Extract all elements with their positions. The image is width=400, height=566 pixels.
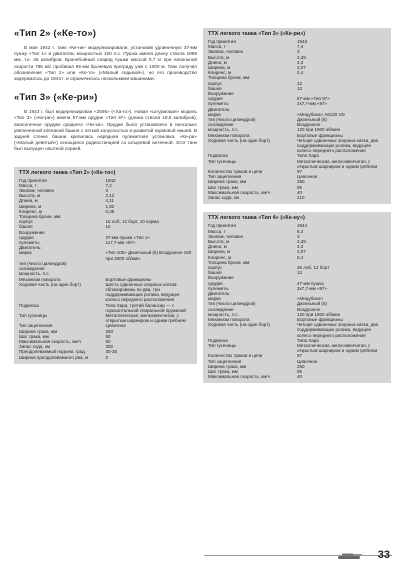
spec-key: Максимальная скорость, км/ч xyxy=(208,374,270,380)
spec-value: 25 лоб, 12 борт xyxy=(297,264,330,270)
spec-value: Металлическая, мелкозвенчатая, с открытым шарниром и одним гребнем xyxy=(105,312,186,324)
spec-value: Воздушное xyxy=(297,306,321,312)
spec-rows xyxy=(208,39,386,200)
spec-value: 2,28 xyxy=(297,54,306,60)
spec-key: Максимальная скорость, км/ч xyxy=(19,338,81,344)
spec-row xyxy=(19,282,192,303)
spec-key: корпус xyxy=(208,264,222,270)
spec-value: 1944 xyxy=(297,223,308,229)
spec-value: 1942 xyxy=(105,177,116,183)
spec-value: 95 xyxy=(297,184,303,190)
spec-value: 16 лоб, 12 борт, 10 корма xyxy=(105,219,159,225)
spec-value: 250 xyxy=(297,363,305,369)
spec-value: 2,07 xyxy=(297,65,306,71)
spec-key: орудие xyxy=(208,96,223,102)
spec-key: Высота, м xyxy=(208,54,230,60)
spec-row xyxy=(208,343,386,353)
spec-key: Вооружение xyxy=(208,91,234,97)
spec-table-title: ТТХ легкого танка «Тип 2» («Ке-то») xyxy=(19,169,116,176)
spec-value: 16 xyxy=(105,224,111,230)
spec-key: Вооружение xyxy=(208,275,234,281)
spec-value: Цевочное xyxy=(297,174,318,180)
spec-key: Ширина, м xyxy=(208,249,231,255)
spec-key: Ширина, м xyxy=(208,65,231,71)
spec-value: Бортовые фрикционы xyxy=(105,276,152,282)
spec-value: 7,4 xyxy=(297,44,304,50)
spec-key: Масса, т xyxy=(208,228,226,234)
spec-table-title: ТТХ легкого танка «Тип 4» («Ке-ну») xyxy=(208,215,305,222)
spec-row xyxy=(19,313,192,323)
spec-value: 120 при 1800 об/мин xyxy=(297,127,341,133)
spec-value: Четыре сдвоенных опорных катка, два поддерживающих ролика, ведущее колесо переднего расположения xyxy=(297,322,379,338)
spec-value: Дизельный (6) xyxy=(297,301,327,307)
spec-key: Вооружение xyxy=(19,229,45,235)
spec-key: Максимальная скорость, км/ч xyxy=(208,189,270,195)
spec-value: 3 xyxy=(297,233,300,239)
spec-value: 37-мм пушка «Тип 1» xyxy=(105,234,150,240)
spec-key: Ходовая часть (на один борт) xyxy=(208,137,270,143)
spec-key: пулеметы xyxy=(208,285,229,291)
spec-key: Экипаж, человек xyxy=(208,233,243,239)
spec-value: 0,4 xyxy=(297,70,304,76)
spec-value: 3 xyxy=(105,188,109,194)
section-text-type3: В 1943 г. был модернизирован «2595» («Ха-го»). Новая «штурмовая» модель «Тип 3» («Ке-ри») имела 57-мм орудие «Тип 97» (длина ствола 18,5 калибров), аналогичное орудию среднего «Чи-ха». Орудие было установлено в несколько увеличенной клепаной башне с легкой конусностью и развитой кормовой нишей. В задней стенке башни крепилась нарядная пулеметная установка. «Ке-ри» («Малый девятый») оснащался радиостанцией со штыревой антенной. Этот танк был выпущен опытной серией. xyxy=(14,109,197,152)
spec-key: Ширина трака, мм xyxy=(208,179,247,185)
spec-key: охлаждение xyxy=(208,122,234,128)
spec-value: 120 при 1800 об/мин xyxy=(297,311,341,317)
page-number: 33 xyxy=(377,549,390,561)
spec-value: Цевочное xyxy=(105,323,126,329)
spec-key: Количество траков в цепи xyxy=(208,353,263,359)
spec-rows xyxy=(19,178,192,360)
spec-value: 4,11 xyxy=(105,198,114,204)
spec-key: Масса, т xyxy=(208,44,226,50)
spec-key: Толщина брони, мм: xyxy=(208,259,251,265)
spec-value: 4,3 xyxy=(297,244,304,250)
spec-key: Подвеска xyxy=(19,302,39,308)
spec-value: 97 xyxy=(297,353,303,359)
spec-key: Год принятия xyxy=(208,223,236,229)
spec-value: 7,2 xyxy=(105,182,112,188)
spec-value: «Тип 100» Дизельный (6) Воздушное 150 при 2000 об/мин xyxy=(105,250,192,261)
spec-value: 2х7,7-мм «97» xyxy=(297,285,327,291)
spec-key: Тип зацепления xyxy=(19,323,53,329)
spec-key: пулеметы xyxy=(19,240,40,246)
spec-key: мощность, л.с. xyxy=(208,311,239,317)
spec-key: Ширина преодолеваемого рва, м xyxy=(19,354,89,360)
spec-value: Типа Хара xyxy=(297,337,319,343)
spec-key: Тип гусеницы xyxy=(19,312,48,318)
spec-row xyxy=(208,138,386,154)
spec-value: 300 xyxy=(105,344,114,350)
spec-value: Воздушное xyxy=(297,122,321,128)
spec-value: Металлическая, мелкозвенчатая, с открытым шарниром и одним гребнем xyxy=(297,342,378,354)
spec-key: Экипаж, человек xyxy=(19,188,54,194)
spec-value: Бортовые фрикционы xyxy=(297,132,343,138)
spec-value: Шесть сдвоенных опорных катков сблокированы по два, три поддерживающих ролика, ведущее колесо переднего расположения xyxy=(105,281,180,303)
spec-key: Клиренс, м xyxy=(208,254,232,260)
spec-value: 30-35 xyxy=(105,349,118,355)
spec-value: 12 xyxy=(297,85,303,91)
spec-key: охлаждение xyxy=(19,266,45,272)
spec-key: Ходовая часть (на один борт) xyxy=(19,281,81,287)
spec-value: 3 xyxy=(297,49,300,55)
spec-row xyxy=(19,355,192,360)
spec-key: марка xyxy=(208,296,221,302)
spec-key: Клиренс, м xyxy=(19,208,43,214)
spec-value: 50 xyxy=(105,338,111,344)
spec-row xyxy=(208,374,386,379)
spec-value: 8,4 xyxy=(297,228,304,234)
spec-key: Тип зацепления xyxy=(208,174,242,180)
spec-key: тип (число цилиндров) xyxy=(19,260,67,266)
spec-key: Механизм поворота xyxy=(19,276,61,282)
spec-value: 12 xyxy=(297,270,303,276)
spec-key: Шаг трака, мм xyxy=(19,333,49,339)
spec-key: Запас хода, км xyxy=(19,344,50,350)
section-heading-type2: «Тип 2» («Ке-то») xyxy=(14,28,97,39)
spec-value: 47-мм пушка xyxy=(297,280,324,286)
spec-value: 57-мм «Тип 97» xyxy=(297,96,330,102)
spec-key: Толщина брони, мм: xyxy=(19,214,62,220)
spec-key: марка xyxy=(19,250,32,256)
spec-value: Цевочное xyxy=(297,358,318,364)
spec-value: 2,07 xyxy=(297,249,306,255)
spec-value: 250 xyxy=(105,328,114,334)
spec-value: 2,12 xyxy=(105,193,115,199)
spec-key: Тип зацепления xyxy=(208,358,242,364)
spec-key: Шаг трака, мм xyxy=(208,368,238,374)
spec-row xyxy=(19,250,192,260)
spec-value: «Мицубиси» А6120 VD xyxy=(297,111,345,117)
spec-key: марка xyxy=(208,111,221,117)
spec-value: 1х7,7-мм «97» xyxy=(105,240,136,246)
spec-key: Длина, м xyxy=(208,244,227,250)
spec-value: 4,3 xyxy=(297,59,304,65)
spec-row xyxy=(208,322,386,338)
spec-key: Год принятия xyxy=(208,39,236,44)
spec-key: Длина, м xyxy=(208,59,227,65)
spec-key: охлаждение xyxy=(208,306,234,312)
spec-row xyxy=(208,159,386,169)
spec-key: Год принятия xyxy=(19,177,47,183)
spec-key: Ширина трака, мм xyxy=(19,328,58,334)
spec-key: Экипаж, человек xyxy=(208,49,243,55)
spec-key: мощность, л.с. xyxy=(19,271,50,277)
section-text-type2: В мае 1942 г. танк «Ке-ни» модернизировали, установив удлиненную 37-мм пушку «Тип 1» и двигатель мощностью 150 л.с. Пушка имела длину ствола 1899 мм, т.е. 46 калибров. Бронебойный снаряд пушки массой 0,7 кг при начальной скорости 785 м/с пробивал 55-мм броневую преграду уже с 1000 м. Танк получил обозначение «Тип 2» или «Ке-то» («Малый седьмой»), но его производство задержалось до 1944 г. и ограничилось несколькими машинами. xyxy=(14,45,197,82)
spec-value: 1,82 xyxy=(105,203,115,209)
spec-key: Масса, т xyxy=(19,182,37,188)
spec-key: башня xyxy=(19,224,33,230)
spec-value: 95 xyxy=(297,368,303,374)
spec-value: 2х7,7-мм «97» xyxy=(297,101,327,107)
spec-value: 40 xyxy=(297,374,303,380)
spec-value: 2 xyxy=(105,354,109,360)
spec-value: 0,35 xyxy=(105,208,115,214)
spec-value: 12 xyxy=(297,80,303,86)
tank-icon xyxy=(336,551,364,560)
spec-value: 90 xyxy=(105,333,111,339)
spec-key: тип (число цилиндров) xyxy=(208,301,256,307)
spec-key: Количество траков в цепи xyxy=(208,169,263,175)
spec-value: 97 xyxy=(297,169,303,175)
spec-key: Толщина брони, мм: xyxy=(208,75,251,81)
spec-value: Дизельный (6) xyxy=(297,117,327,123)
spec-key: Подвеска xyxy=(208,337,228,343)
spec-key: корпус xyxy=(208,80,222,86)
spec-row xyxy=(19,303,192,313)
spec-key: башня xyxy=(208,270,222,276)
spec-value: 210 xyxy=(297,195,305,201)
section-heading-type3: «Тип 3» («Ке-ри») xyxy=(14,92,98,104)
spec-value: Четыре сдвоенных опорных катка, два поддерживающих ролика, ведущее колесо переднего расположения xyxy=(297,137,379,154)
spec-value: 0,4 xyxy=(297,254,304,260)
spec-value: Типа Хара xyxy=(297,153,319,159)
spec-key: Ходовая часть (на один борт) xyxy=(208,322,270,328)
spec-value: 250 xyxy=(297,179,305,185)
spec-table-title: ТТХ легкого танка «Тип 3» («Ке-ри») xyxy=(208,31,306,37)
spec-key: Клиренс, м xyxy=(208,70,232,76)
spec-table-type4 xyxy=(203,212,391,383)
spec-key: тип (число цилиндров) xyxy=(208,117,256,123)
spec-row xyxy=(208,195,386,200)
spec-key: Ширина, м xyxy=(19,203,42,209)
spec-key: орудие xyxy=(19,234,34,240)
spec-value: Бортовые фрикционы xyxy=(297,316,343,322)
spec-value: Металлическая, мелкозвенчатая, с открытым шарниром и одним гребнем xyxy=(297,158,378,169)
spec-key: Ширина трака, мм xyxy=(208,363,247,369)
right-column xyxy=(203,28,391,383)
spec-key: мощность, л.с. xyxy=(208,127,239,133)
spec-key: Двигатель: xyxy=(19,245,42,251)
spec-key: корпус xyxy=(19,219,33,225)
spec-key: Высота, м xyxy=(208,238,230,244)
spec-key: Шаг трака, мм xyxy=(208,184,238,190)
spec-key: Высота, м xyxy=(19,193,41,199)
spec-value: 40 xyxy=(297,189,303,195)
spec-key: Двигатель: xyxy=(208,290,231,296)
spec-rows xyxy=(208,223,386,379)
spec-key: Длина, м xyxy=(19,198,38,204)
spec-key: Преодолеваемый подъем, град. xyxy=(19,349,87,355)
left-column xyxy=(14,28,197,364)
spec-table-type3 xyxy=(203,28,391,204)
spec-value: Типа Хара, третий балансир — с горизонтальной спиральной пружиной xyxy=(105,302,186,313)
spec-value: 2,28 xyxy=(297,238,306,244)
spec-key: Подвеска xyxy=(208,153,228,159)
spec-key: башня xyxy=(208,85,222,91)
spec-key: Тип гусеницы xyxy=(208,342,237,348)
spec-table-type2 xyxy=(14,167,197,364)
spec-key: Механизм поворота xyxy=(208,132,250,138)
spec-key: орудие xyxy=(208,280,223,286)
spec-key: Запас хода, км xyxy=(208,195,239,201)
spec-value: 1943 xyxy=(297,39,308,44)
spec-key: пулеметы xyxy=(208,101,229,107)
spec-value: «Мицубиси» xyxy=(297,296,324,302)
spec-key: Двигатель: xyxy=(208,106,231,112)
spec-key: Тип гусеницы xyxy=(208,158,237,164)
spec-key: Механизм поворота xyxy=(208,316,250,322)
